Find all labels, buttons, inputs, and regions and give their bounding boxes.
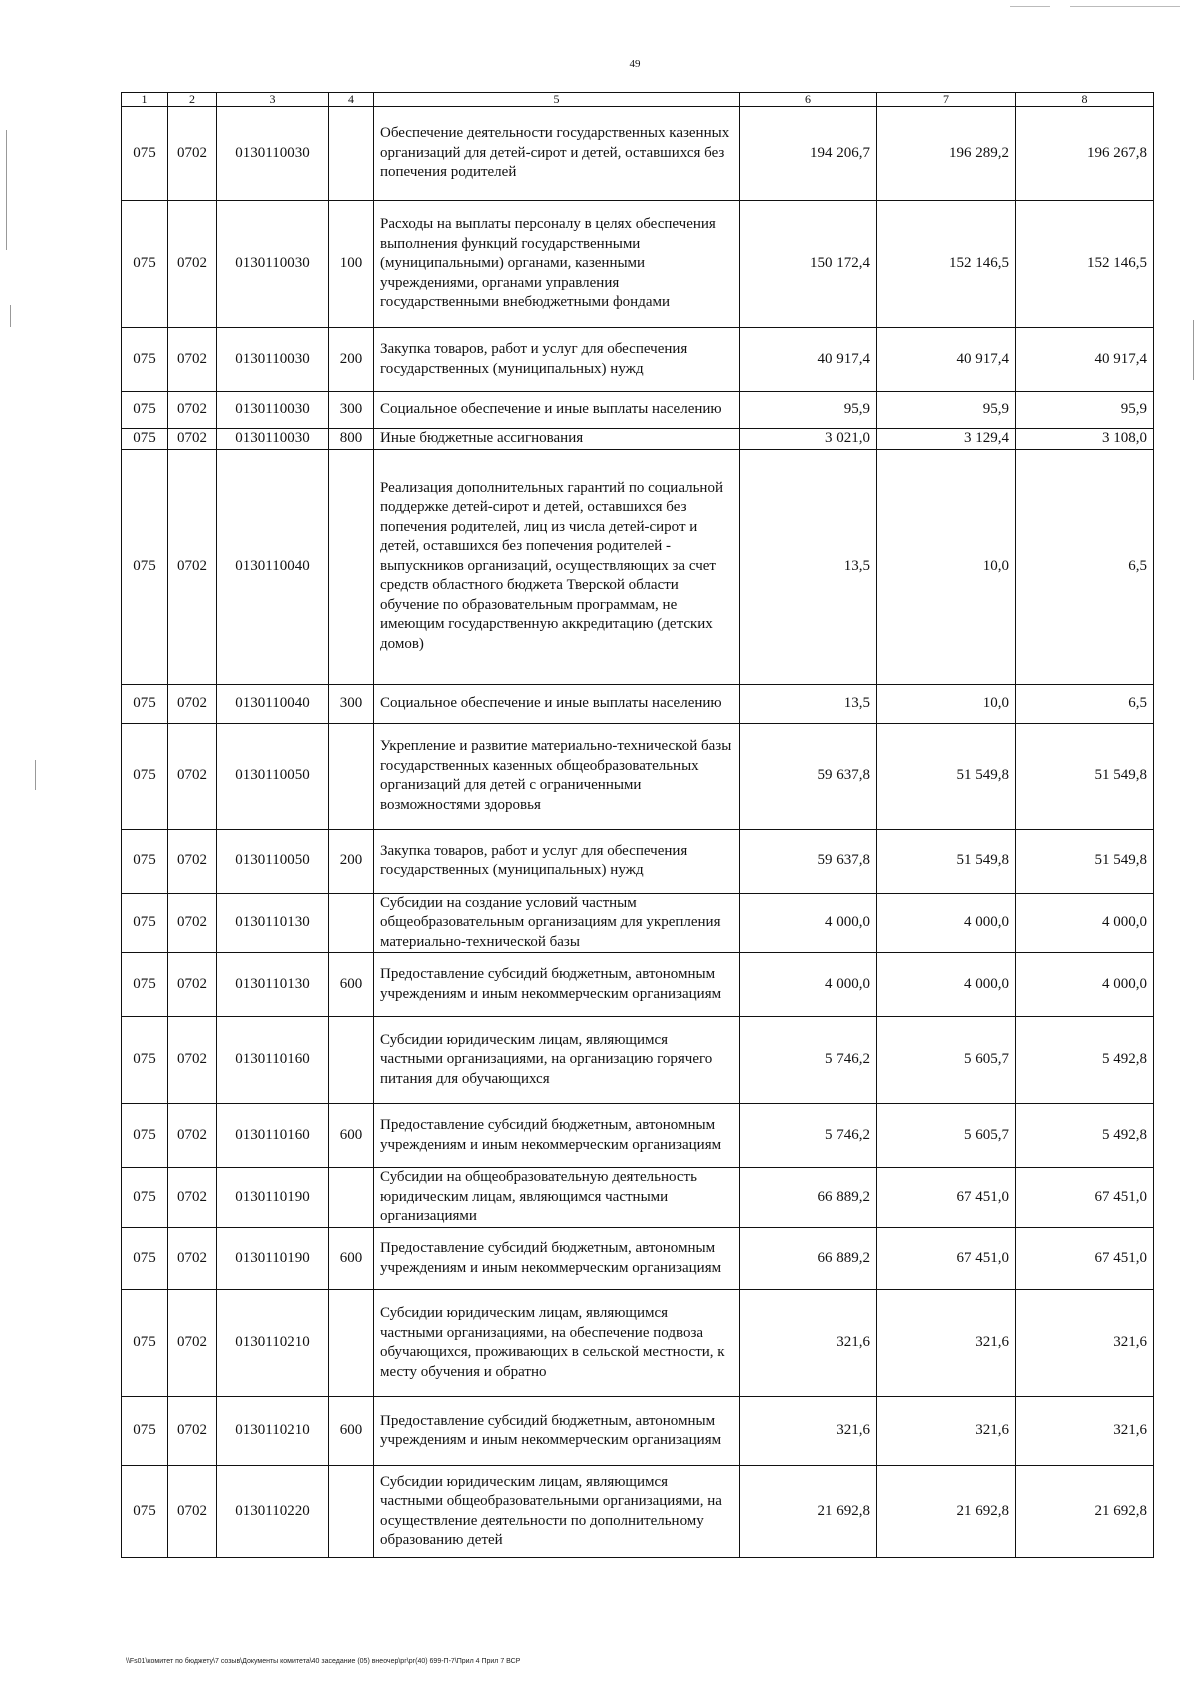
code-target-article: 0130110160 [217, 1104, 329, 1168]
code-target-article: 0130110030 [217, 328, 329, 392]
table-row [122, 829, 1154, 893]
page-number: 49 [629, 58, 641, 70]
table-row [122, 1168, 1154, 1228]
code-expense-type: 300 [329, 684, 374, 723]
code-section: 0702 [168, 449, 217, 684]
column-number: 8 [1016, 93, 1154, 107]
code-ministry: 075 [122, 392, 168, 429]
amount-col-6: 21 692,8 [740, 1466, 877, 1558]
amount-col-8: 4 000,0 [1016, 953, 1154, 1017]
scan-edge-mark [1070, 6, 1180, 7]
code-section: 0702 [168, 723, 217, 829]
amount-col-8: 4 000,0 [1016, 893, 1154, 953]
amount-col-7: 51 549,8 [877, 829, 1016, 893]
budget-table [121, 92, 1154, 1558]
code-expense-type: 600 [329, 1228, 374, 1290]
amount-col-8: 6,5 [1016, 449, 1154, 684]
amount-col-6: 321,6 [740, 1397, 877, 1466]
code-section: 0702 [168, 1397, 217, 1466]
code-expense-type: 600 [329, 953, 374, 1017]
code-section: 0702 [168, 1017, 217, 1104]
amount-col-7: 95,9 [877, 392, 1016, 429]
column-number: 1 [122, 93, 168, 107]
expense-description: Обеспечение деятельности государственных казенных организаций для детей-сирот и детей, оставшихся без попечения родителей [374, 107, 740, 201]
code-expense-type [329, 449, 374, 684]
column-number: 6 [740, 93, 877, 107]
scan-edge-mark [1010, 6, 1050, 7]
code-expense-type [329, 1017, 374, 1104]
code-ministry: 075 [122, 1228, 168, 1290]
amount-col-6: 4 000,0 [740, 893, 877, 953]
amount-col-6: 3 021,0 [740, 429, 877, 450]
amount-col-8: 3 108,0 [1016, 429, 1154, 450]
amount-col-6: 321,6 [740, 1290, 877, 1397]
table-row [122, 1466, 1154, 1558]
code-ministry: 075 [122, 1104, 168, 1168]
amount-col-7: 51 549,8 [877, 723, 1016, 829]
code-ministry: 075 [122, 893, 168, 953]
amount-col-6: 13,5 [740, 449, 877, 684]
code-section: 0702 [168, 1466, 217, 1558]
expense-description: Социальное обеспечение и иные выплаты населению [374, 392, 740, 429]
code-ministry: 075 [122, 1397, 168, 1466]
code-ministry: 075 [122, 1466, 168, 1558]
amount-col-8: 196 267,8 [1016, 107, 1154, 201]
column-number: 3 [217, 93, 329, 107]
amount-col-8: 51 549,8 [1016, 829, 1154, 893]
amount-col-7: 321,6 [877, 1290, 1016, 1397]
amount-col-7: 67 451,0 [877, 1168, 1016, 1228]
amount-col-7: 5 605,7 [877, 1017, 1016, 1104]
scan-margin-mark [10, 305, 11, 327]
expense-description: Расходы на выплаты персоналу в целях обеспечения выполнения функций государственными (муниципальными) органами, казенными учреждениями, органами управления государственными внебюджетными фондами [374, 201, 740, 328]
column-number: 2 [168, 93, 217, 107]
amount-col-8: 152 146,5 [1016, 201, 1154, 328]
amount-col-6: 66 889,2 [740, 1228, 877, 1290]
code-section: 0702 [168, 201, 217, 328]
expense-description: Закупка товаров, работ и услуг для обеспечения государственных (муниципальных) нужд [374, 829, 740, 893]
amount-col-7: 152 146,5 [877, 201, 1016, 328]
code-expense-type: 600 [329, 1104, 374, 1168]
expense-description: Социальное обеспечение и иные выплаты населению [374, 684, 740, 723]
code-ministry: 075 [122, 723, 168, 829]
table-row [122, 1290, 1154, 1397]
code-ministry: 075 [122, 953, 168, 1017]
amount-col-7: 10,0 [877, 684, 1016, 723]
amount-col-6: 150 172,4 [740, 201, 877, 328]
amount-col-6: 5 746,2 [740, 1104, 877, 1168]
expense-description: Предоставление субсидий бюджетным, автономным учреждениям и иным некоммерческим организациям [374, 953, 740, 1017]
code-target-article: 0130110190 [217, 1168, 329, 1228]
table-row [122, 392, 1154, 429]
code-expense-type [329, 1466, 374, 1558]
code-section: 0702 [168, 392, 217, 429]
amount-col-8: 95,9 [1016, 392, 1154, 429]
expense-description: Субсидии юридическим лицам, являющимся частными общеобразовательными организациями, на осуществление деятельности по дополнительному образованию детей [374, 1466, 740, 1558]
amount-col-7: 21 692,8 [877, 1466, 1016, 1558]
code-section: 0702 [168, 1228, 217, 1290]
amount-col-7: 67 451,0 [877, 1228, 1016, 1290]
code-expense-type: 100 [329, 201, 374, 328]
code-section: 0702 [168, 328, 217, 392]
code-ministry: 075 [122, 429, 168, 450]
amount-col-7: 4 000,0 [877, 893, 1016, 953]
amount-col-6: 13,5 [740, 684, 877, 723]
code-expense-type [329, 893, 374, 953]
code-expense-type [329, 723, 374, 829]
amount-col-8: 321,6 [1016, 1290, 1154, 1397]
amount-col-7: 40 917,4 [877, 328, 1016, 392]
code-target-article: 0130110130 [217, 953, 329, 1017]
expense-description: Субсидии юридическим лицам, являющимся частными организациями, на организацию горячего питания для обучающихся [374, 1017, 740, 1104]
amount-col-8: 51 549,8 [1016, 723, 1154, 829]
table-row [122, 201, 1154, 328]
table-row [122, 723, 1154, 829]
code-ministry: 075 [122, 201, 168, 328]
table-row [122, 429, 1154, 450]
code-expense-type: 200 [329, 328, 374, 392]
amount-col-6: 66 889,2 [740, 1168, 877, 1228]
code-section: 0702 [168, 829, 217, 893]
amount-col-8: 5 492,8 [1016, 1017, 1154, 1104]
code-target-article: 0130110160 [217, 1017, 329, 1104]
expense-description: Субсидии на общеобразовательную деятельность юридическим лицам, являющимся частными организациями [374, 1168, 740, 1228]
expense-description: Предоставление субсидий бюджетным, автономным учреждениям и иным некоммерческим организациям [374, 1397, 740, 1466]
file-path-footer: \\Fs01\комитет по бюджету\7 созыв\Документы комитета\40 заседание (05) внеочер\рг\рг(40) 699-П-7\Прил 4 Прил 7 ВСР [126, 1658, 521, 1665]
amount-col-7: 196 289,2 [877, 107, 1016, 201]
expense-description: Иные бюджетные ассигнования [374, 429, 740, 450]
code-section: 0702 [168, 893, 217, 953]
code-expense-type: 200 [329, 829, 374, 893]
scan-margin-mark [1193, 320, 1194, 380]
table-row [122, 107, 1154, 201]
table-row [122, 328, 1154, 392]
column-number: 5 [374, 93, 740, 107]
code-ministry: 075 [122, 328, 168, 392]
column-number-row [122, 93, 1154, 107]
amount-col-7: 5 605,7 [877, 1104, 1016, 1168]
table-row [122, 953, 1154, 1017]
code-section: 0702 [168, 684, 217, 723]
code-expense-type [329, 107, 374, 201]
expense-description: Предоставление субсидий бюджетным, автономным учреждениям и иным некоммерческим организациям [374, 1104, 740, 1168]
amount-col-6: 40 917,4 [740, 328, 877, 392]
code-section: 0702 [168, 1104, 217, 1168]
code-target-article: 0130110050 [217, 829, 329, 893]
amount-col-6: 95,9 [740, 392, 877, 429]
amount-col-6: 5 746,2 [740, 1017, 877, 1104]
code-target-article: 0130110030 [217, 429, 329, 450]
code-ministry: 075 [122, 684, 168, 723]
column-number: 4 [329, 93, 374, 107]
expense-description: Реализация дополнительных гарантий по социальной поддержке детей-сирот и детей, оставшихся без попечения родителей, лиц из числа детей-сирот и детей, оставшихся без попечения родителей - выпускников организаций, осуществляющих за счет средств областного бюджета Тверской области обучение по образовательным программам, не имеющим государственную аккредитацию (детских домов) [374, 449, 740, 684]
code-section: 0702 [168, 1290, 217, 1397]
table-row [122, 1104, 1154, 1168]
code-ministry: 075 [122, 107, 168, 201]
amount-col-8: 40 917,4 [1016, 328, 1154, 392]
code-target-article: 0130110220 [217, 1466, 329, 1558]
table-row [122, 684, 1154, 723]
code-expense-type: 300 [329, 392, 374, 429]
amount-col-7: 321,6 [877, 1397, 1016, 1466]
column-number: 7 [877, 93, 1016, 107]
amount-col-7: 10,0 [877, 449, 1016, 684]
code-target-article: 0130110030 [217, 107, 329, 201]
budget-table-body [122, 107, 1154, 1558]
amount-col-6: 59 637,8 [740, 723, 877, 829]
scan-margin-mark [6, 130, 7, 250]
code-ministry: 075 [122, 449, 168, 684]
expense-description: Закупка товаров, работ и услуг для обеспечения государственных (муниципальных) нужд [374, 328, 740, 392]
code-target-article: 0130110210 [217, 1397, 329, 1466]
amount-col-8: 6,5 [1016, 684, 1154, 723]
amount-col-8: 321,6 [1016, 1397, 1154, 1466]
amount-col-8: 21 692,8 [1016, 1466, 1154, 1558]
code-expense-type: 600 [329, 1397, 374, 1466]
code-ministry: 075 [122, 1290, 168, 1397]
amount-col-8: 67 451,0 [1016, 1168, 1154, 1228]
code-ministry: 075 [122, 1017, 168, 1104]
code-ministry: 075 [122, 829, 168, 893]
table-row [122, 893, 1154, 953]
expense-description: Предоставление субсидий бюджетным, автономным учреждениям и иным некоммерческим организациям [374, 1228, 740, 1290]
code-expense-type [329, 1290, 374, 1397]
amount-col-6: 59 637,8 [740, 829, 877, 893]
code-expense-type: 800 [329, 429, 374, 450]
table-row [122, 449, 1154, 684]
table-row [122, 1017, 1154, 1104]
table-row [122, 1228, 1154, 1290]
code-expense-type [329, 1168, 374, 1228]
code-section: 0702 [168, 429, 217, 450]
code-target-article: 0130110030 [217, 201, 329, 328]
code-target-article: 0130110210 [217, 1290, 329, 1397]
amount-col-7: 3 129,4 [877, 429, 1016, 450]
code-target-article: 0130110050 [217, 723, 329, 829]
code-target-article: 0130110190 [217, 1228, 329, 1290]
code-section: 0702 [168, 953, 217, 1017]
code-target-article: 0130110030 [217, 392, 329, 429]
expense-description: Субсидии юридическим лицам, являющимся частными организациями, на обеспечение подвоза обучающихся, проживающих в сельской местности, к месту обучения и обратно [374, 1290, 740, 1397]
expense-description: Укрепление и развитие материально-технической базы государственных казенных общеобразовательных организаций для детей с ограниченными возможностями здоровья [374, 723, 740, 829]
amount-col-8: 5 492,8 [1016, 1104, 1154, 1168]
amount-col-7: 4 000,0 [877, 953, 1016, 1017]
code-ministry: 075 [122, 1168, 168, 1228]
scan-margin-mark [35, 760, 36, 790]
code-section: 0702 [168, 1168, 217, 1228]
code-target-article: 0130110040 [217, 684, 329, 723]
amount-col-6: 194 206,7 [740, 107, 877, 201]
expense-description: Субсидии на создание условий частным общеобразовательным организациям для укрепления материально-технической базы [374, 893, 740, 953]
amount-col-6: 4 000,0 [740, 953, 877, 1017]
code-target-article: 0130110040 [217, 449, 329, 684]
code-section: 0702 [168, 107, 217, 201]
amount-col-8: 67 451,0 [1016, 1228, 1154, 1290]
table-row [122, 1397, 1154, 1466]
code-target-article: 0130110130 [217, 893, 329, 953]
